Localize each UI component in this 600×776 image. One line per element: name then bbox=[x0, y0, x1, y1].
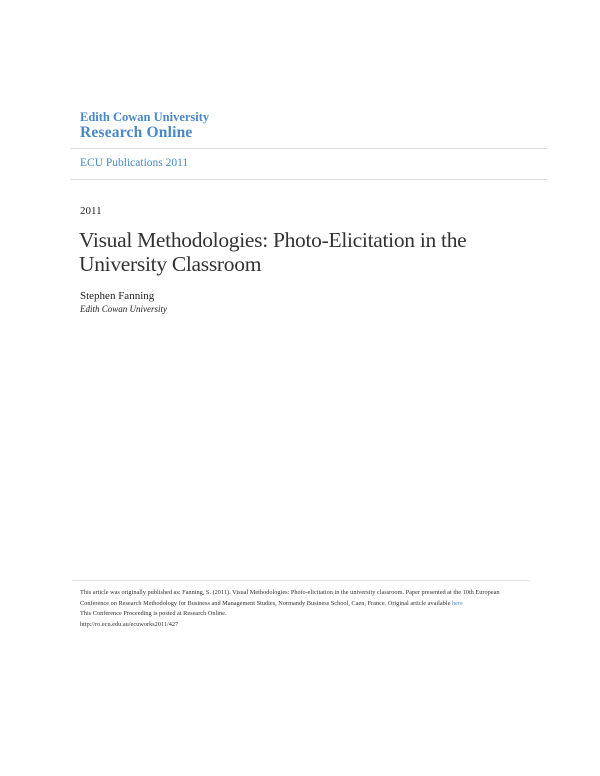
document-title: Visual Methodologies: Photo-Elicitation in the University Classroom bbox=[79, 228, 467, 276]
citation-footer bbox=[80, 588, 525, 630]
author-name[interactable]: Stephen Fanning bbox=[80, 290, 155, 302]
citation-here-link[interactable]: here bbox=[451, 599, 463, 607]
header-divider-bottom bbox=[70, 179, 547, 180]
footer-divider bbox=[72, 580, 530, 581]
repository-brand[interactable] bbox=[80, 110, 209, 141]
citation-text: This article was originally published as: Fanning, S. (2011). Visual Methodologies: Photo-elicitation in the university classroom. Paper presented at the 10th European Conference on Research Methodology for Business and Management Studies, Normandy Business School, Caen, France. Original article available bbox=[80, 589, 500, 607]
university-name: Edith Cowan University bbox=[80, 110, 210, 124]
author-affiliation: Edith Cowan University bbox=[80, 304, 167, 314]
publication-year: 2011 bbox=[80, 205, 102, 217]
permalink[interactable]: http://ro.ecu.edu.au/ecuworks2011/427 bbox=[80, 620, 179, 628]
posted-notice: This Conference Proceeding is posted at Research Online. bbox=[80, 610, 227, 617]
citation-paragraph bbox=[80, 588, 525, 609]
repository-name: Research Online bbox=[80, 124, 193, 141]
header-divider-top bbox=[70, 148, 547, 149]
collection-link[interactable]: ECU Publications 2011 bbox=[80, 157, 189, 169]
